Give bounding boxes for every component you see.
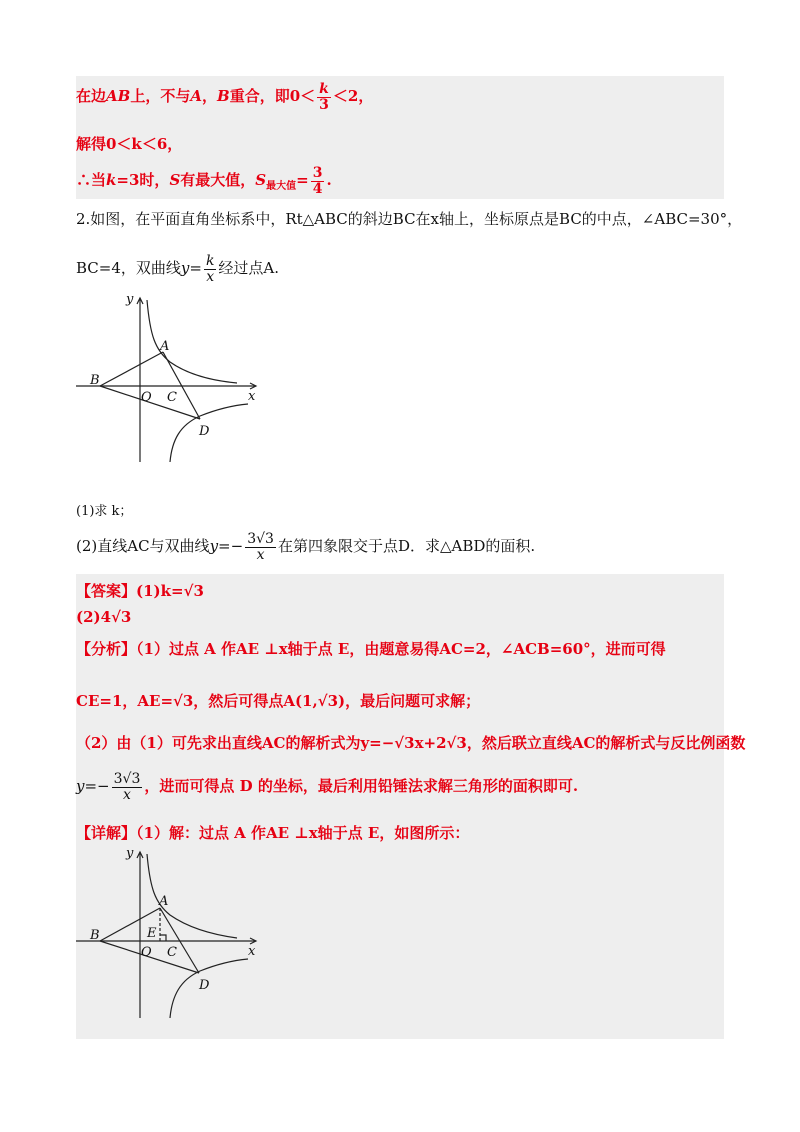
numerator: k	[205, 253, 215, 269]
analysis-line-4	[76, 772, 578, 802]
text: (2)直线AC与双曲线	[76, 537, 210, 556]
label-O: O	[141, 390, 152, 405]
solution-line-3	[76, 166, 332, 196]
text: y=−	[76, 777, 110, 796]
text: ，	[202, 87, 218, 106]
right-angle-mark	[160, 935, 166, 941]
answer-line-2: (2)4√3	[76, 608, 132, 626]
answer-line-1	[76, 580, 204, 601]
text: B	[217, 87, 230, 106]
label-A: A	[160, 339, 170, 354]
text: S	[169, 171, 181, 190]
label-B: B	[90, 373, 100, 388]
detail-line	[76, 822, 469, 843]
label-y: y	[126, 292, 134, 307]
text: （1）解：过点 A 作AE ⊥x轴于点 E，如图所示：	[136, 824, 470, 842]
segment-BA	[100, 352, 163, 386]
text: ，进而可得点 D 的坐标，最后利用铅锤法求解三角形的面积即可.	[144, 777, 579, 796]
detail-label: 【详解】	[76, 824, 137, 842]
label-D: D	[199, 424, 210, 439]
analysis-label: 【分析】	[76, 640, 137, 658]
text: =3时，	[116, 171, 170, 190]
text: BC=4，双曲线	[76, 259, 181, 278]
text: y=−	[209, 537, 244, 556]
text: =	[296, 171, 309, 190]
label-E: E	[147, 926, 157, 941]
numerator: 3√3	[113, 771, 141, 787]
text: y=	[180, 259, 202, 278]
fraction-3-over-4	[311, 166, 325, 196]
solution-line-2: 解得0＜k＜6，	[76, 135, 183, 153]
problem-line-2	[76, 254, 279, 284]
denominator: x	[206, 268, 215, 285]
label-x: x	[248, 944, 256, 959]
fraction-3sqrt3-over-x	[245, 532, 276, 562]
text: S	[255, 171, 267, 190]
denominator: x	[256, 546, 265, 563]
fraction-3sqrt3-over-x-2	[112, 772, 143, 802]
subscript: 最大值	[266, 181, 297, 193]
analysis-line-1	[76, 638, 666, 659]
numerator: k	[317, 82, 331, 98]
answer-1: (1)k=√3	[136, 582, 204, 600]
text: A	[190, 87, 202, 106]
question-2	[76, 532, 535, 562]
fraction-k-over-3	[317, 82, 331, 112]
label-O: O	[141, 945, 152, 960]
numerator: 3	[312, 165, 323, 181]
analysis-line-3: （2）由（1）可先求出直线AC的解析式为y=−√3x+2√3，然后联立直线AC的解析式与反比例函数	[76, 734, 746, 752]
problem-line-1: 2.如图，在平面直角坐标系中，Rt△ABC的斜边BC在x轴上，坐标原点是BC的中点，∠ABC=30°，	[76, 210, 743, 228]
problem-figure	[76, 292, 276, 470]
label-D: D	[199, 978, 210, 993]
numerator: 3√3	[247, 531, 274, 547]
text: ∴当	[76, 171, 107, 190]
text: .	[326, 171, 332, 190]
text: （1）过点 A 作AE ⊥x轴于点 E，由题意易得AC=2，∠ACB=60°，进而可得	[136, 640, 666, 658]
solution-figure	[76, 846, 276, 1024]
question-1: (1)求 k；	[76, 504, 133, 519]
text: 经过点A.	[218, 259, 280, 278]
label-C: C	[167, 390, 177, 405]
answer-label: 【答案】	[76, 582, 137, 600]
label-B: B	[90, 928, 100, 943]
text: 在第四象限交于点D．求△ABD的面积.	[277, 537, 536, 556]
denominator: 3	[319, 96, 329, 113]
denominator: x	[123, 786, 131, 803]
label-y: y	[126, 846, 134, 861]
solution-line-1	[76, 82, 373, 112]
text: k	[106, 171, 117, 190]
denominator: 4	[312, 180, 323, 197]
label-A: A	[159, 894, 169, 909]
text: 有最大值，	[180, 171, 256, 190]
fraction-k-over-x	[204, 254, 216, 284]
text: AB	[106, 87, 131, 106]
text: 重合，即0＜	[229, 87, 316, 106]
text: ＜2，	[332, 87, 374, 106]
text: 上，不与	[130, 87, 191, 106]
analysis-line-2: CE=1，AE=√3，然后可得点A(1,√3)，最后问题可求解；	[76, 692, 481, 710]
text: 在边	[76, 87, 107, 106]
label-C: C	[167, 945, 177, 960]
label-x: x	[248, 389, 256, 404]
